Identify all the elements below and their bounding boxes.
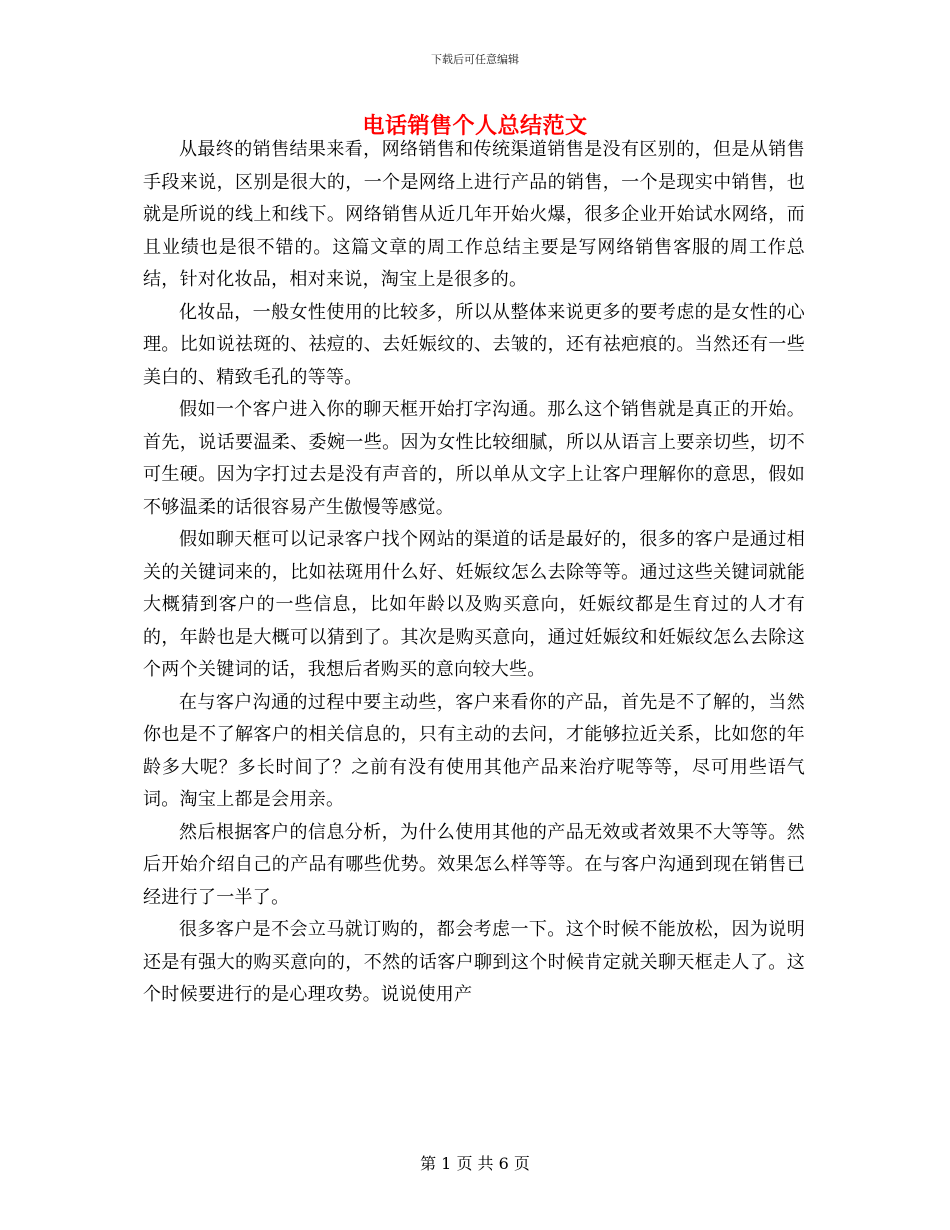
paragraph: 化妆品，一般女性使用的比较多，所以从整体来说更多的要考虑的是女性的心理。比如说祛斑的、祛痘的、去妊娠纹的、去皱的，还有祛疤痕的。当然还有一些美白的、精致毛孔的等等。 <box>143 301 805 388</box>
paragraph: 在与客户沟通的过程中要主动些，客户来看你的产品，首先是不了解的，当然你也是不了解客户的相关信息的，只有主动的去问，才能够拉近关系，比如您的年龄多大呢？多长时间了？之前有没有使用其他产品来治疗呢等等，尽可用些语气词。淘宝上都是会用亲。 <box>143 691 805 810</box>
paragraph: 然后根据客户的信息分析，为什么使用其他的产品无效或者效果不大等等。然后开始介绍自己的产品有哪些优势。效果怎么样等等。在与客户沟通到现在销售已经进行了一半了。 <box>143 821 805 908</box>
paragraph: 很多客户是不会立马就订购的，都会考虑一下。这个时候不能放松，因为说明还是有强大的购买意向的，不然的话客户聊到这个时候肯定就关聊天框走人了。这个时候要进行的是心理攻势。说说使用产 <box>143 919 805 1005</box>
paragraph: 假如一个客户进入你的聊天框开始打字沟通。那么这个销售就是真正的开始。首先，说话要温柔、委婉一些。因为女性比较细腻，所以从语言上要亲切些，切不可生硬。因为字打过去是没有声音的，所以单从文字上让客户理解你的意思，假如不够温柔的话很容易产生傲慢等感觉。 <box>143 399 805 518</box>
page-header-note: 下载后可任意编辑 <box>431 53 519 66</box>
document-title: 电话销售个人总结范文 <box>362 113 588 139</box>
paragraph: 假如聊天框可以记录客户找个网站的渠道的话是最好的，很多的客户是通过相关的关键词来的，比如祛斑用什么好、妊娠纹怎么去除等等。通过这些关键词就能大概猜到客户的一些信息，比如年龄以及购买意向，妊娠纹都是生育过的人才有的，年龄也是大概可以猜到了。其次是购买意向，通过妊娠纹和妊娠纹怎么去除这个两个关键词的话，我想后者购买的意向较大些。 <box>143 529 805 680</box>
paragraph: 从最终的销售结果来看，网络销售和传统渠道销售是没有区别的，但是从销售手段来说，区别是很大的，一个是网络上进行产品的销售，一个是现实中销售，也就是所说的线上和线下。网络销售从近几年开始火爆，很多企业开始试水网络，而且业绩也是很不错的。这篇文章的周工作总结主要是写网络销售客服的周工作总结，针对化妆品，相对来说，淘宝上是很多的。 <box>143 139 805 290</box>
document-body <box>143 134 805 1012</box>
page-footer-number: 第 1 页 共 6 页 <box>420 1154 530 1173</box>
